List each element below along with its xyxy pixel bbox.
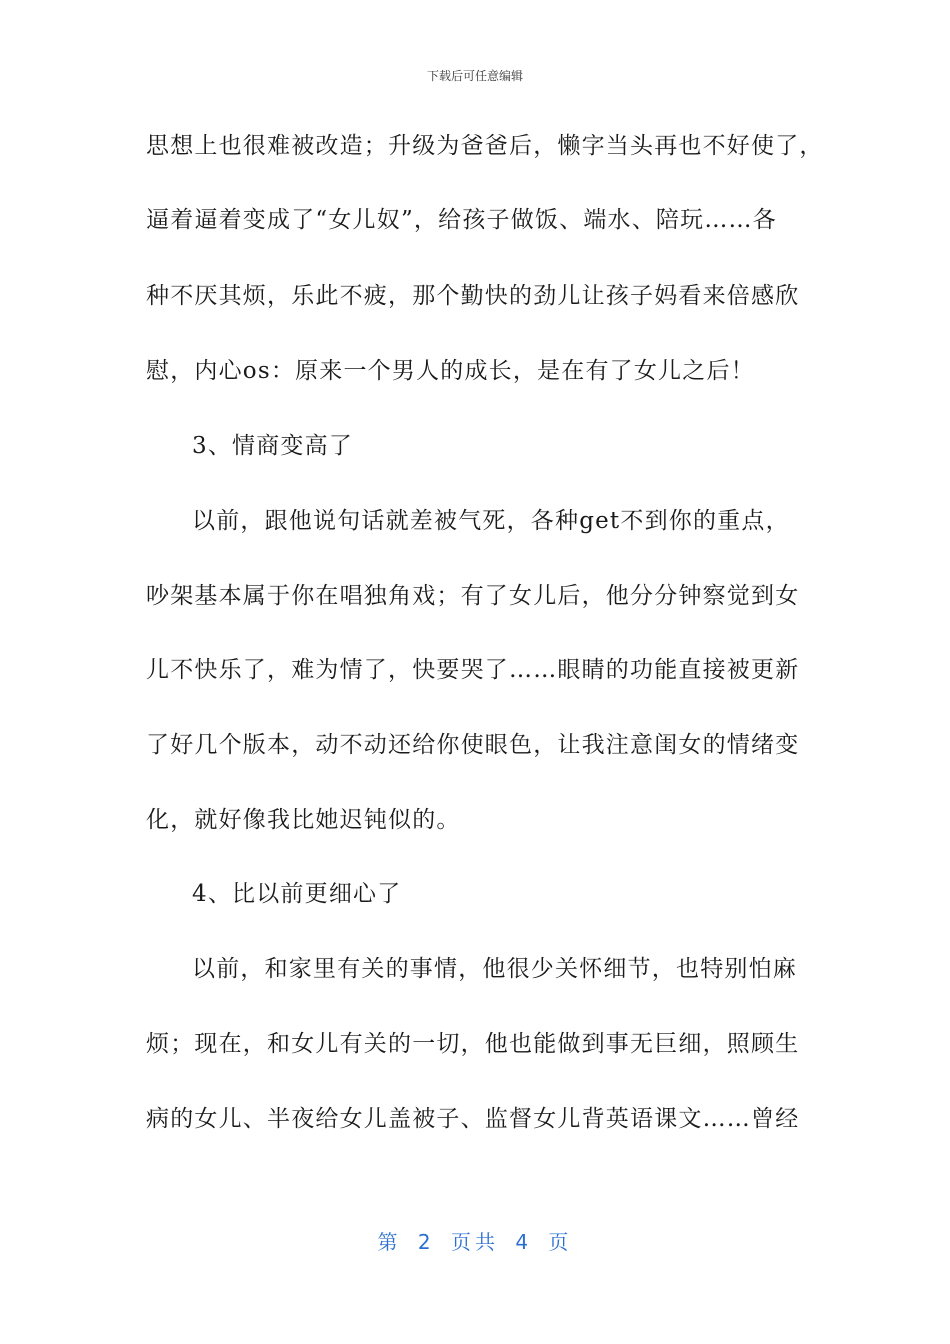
body-line: 以前，和家里有关的事情，他很少关怀细节，也特别怕麻 [192,956,797,982]
body-line: 儿不快乐了，难为情了，快要哭了……眼睛的功能直接被更新 [146,657,800,683]
body-line: 种不厌其烦，乐此不疲，那个勤快的劲儿让孩子妈看来倍感欣 [146,283,800,309]
body-line: 化，就好像我比她迟钝似的。 [146,807,461,833]
section-heading: 3、情商变高了 [192,433,354,459]
page-header: 下载后可任意编辑 [426,69,523,83]
body-line: 病的女儿、半夜给女儿盖被子、监督女儿背英语课文……曾经 [146,1106,800,1132]
section-heading: 4、比以前更细心了 [192,881,402,907]
body-line: 以前，跟他说句话就差被气死，各种get不到你的重点， [192,508,790,534]
body-line: 思想上也很难被改造；升级为爸爸后，懒字当头再也不好使了， [146,133,824,159]
page-footer: 第 2 页共 4 页 [377,1230,573,1254]
body-line: 了好几个版本，动不动还给你使眼色，让我注意闺女的情绪变 [146,732,800,758]
body-line: 吵架基本属于你在唱独角戏；有了女儿后，他分分钟察觉到女 [146,583,800,609]
body-line: 慰，内心os：原来一个男人的成长，是在有了女儿之后！ [146,358,755,384]
body-line: 烦；现在，和女儿有关的一切，他也能做到事无巨细，照顾生 [146,1031,800,1057]
body-line: 逼着逼着变成了“女儿奴”，给孩子做饭、端水、陪玩……各 [146,207,777,233]
